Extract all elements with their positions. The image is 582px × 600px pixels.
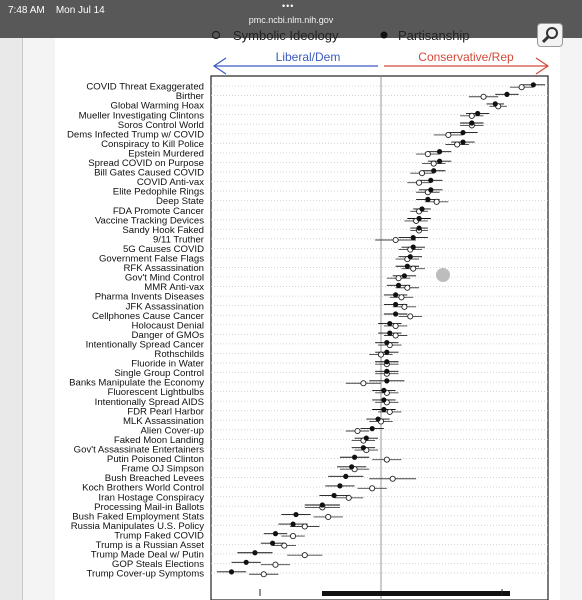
category-label: Fluorescent Lightbulbs (107, 387, 204, 399)
partisanship-point (352, 455, 357, 460)
symbolic-point (370, 486, 375, 491)
category-label: Trump Faked COVID (114, 530, 204, 542)
liberal-label: Liberal/Dem (275, 50, 341, 64)
category-label: Bush Breached Levees (104, 473, 204, 485)
category-label: Gov't Assassinate Entertainers (73, 444, 204, 456)
symbolic-point (326, 514, 331, 519)
partisanship-point (425, 197, 430, 202)
partisanship-point (531, 82, 536, 87)
category-label: FDR Pearl Harbor (127, 406, 204, 418)
category-label: Iran Hostage Conspiracy (98, 492, 204, 504)
legend-partisanship: Partisanship (398, 28, 470, 43)
category-label: Deep State (155, 196, 204, 208)
category-label: Danger of GMOs (131, 329, 204, 341)
symbolic-point (446, 132, 451, 137)
partisanship-point (437, 149, 442, 154)
category-label: JFK Assassination (125, 301, 204, 313)
partisanship-point (408, 254, 413, 259)
category-label: Faked Moon Landing (113, 434, 204, 446)
symbolic-point (361, 381, 366, 386)
symbolic-point (282, 543, 287, 548)
partisanship-point (402, 273, 407, 278)
symbolic-point (469, 113, 474, 118)
category-label: 9/11 Truther (152, 234, 204, 246)
partisanship-point (504, 92, 509, 97)
symbolic-point (405, 285, 410, 290)
partisanship-point (475, 111, 480, 116)
scroll-indicator[interactable] (322, 591, 510, 596)
partisanship-point (431, 168, 436, 173)
category-label: 5G Causes COVID (122, 243, 204, 255)
category-label: Elite Pedophile Rings (112, 186, 204, 198)
symbolic-point (261, 572, 266, 577)
category-label: Dems Infected Trump w/ COVID (66, 129, 204, 141)
partisanship-point (460, 130, 465, 135)
category-label: Processing Mail-in Ballots (94, 501, 204, 513)
category-label: GOP Steals Elections (111, 559, 204, 571)
partisanship-point (419, 206, 424, 211)
partisanship-point (411, 235, 416, 240)
partisanship-point (364, 436, 369, 441)
partisanship-point (349, 464, 354, 469)
symbolic-point (393, 237, 398, 242)
category-label: Vaccine Tracking Devices (94, 215, 204, 227)
partisanship-point (437, 159, 442, 164)
category-label: Russia Manipulates U.S. Policy (70, 520, 204, 532)
partisanship-point (361, 445, 366, 450)
symbolic-point (416, 180, 421, 185)
symbolic-point (396, 276, 401, 281)
symbolic-point (425, 151, 430, 156)
category-label: MMR Anti-vax (144, 282, 204, 294)
category-label: Trump Cover-up Symptoms (86, 568, 204, 580)
symbolic-point (387, 409, 392, 414)
partisanship-point (416, 216, 421, 221)
partisanship-point (428, 178, 433, 183)
symbolic-point (384, 457, 389, 462)
partisanship-point (396, 283, 401, 288)
partisanship-point (384, 340, 389, 345)
more-dots-icon[interactable]: ••• (282, 1, 295, 11)
partisanship-point (381, 407, 386, 412)
category-label: MLK Assassination (122, 415, 204, 427)
partisanship-point (387, 321, 392, 326)
symbolic-point (273, 562, 278, 567)
clock-date: Mon Jul 14 (55, 5, 105, 16)
partisanship-point (416, 225, 421, 230)
category-label: Bill Gates Caused COVID (94, 167, 204, 179)
symbolic-point (393, 333, 398, 338)
clock-time: 7:48 AM (8, 5, 45, 16)
partisanship-point (493, 101, 498, 106)
open-circle-icon (213, 32, 220, 39)
partisanship-point (293, 512, 298, 517)
category-label: COVID Threat Exaggerated (86, 81, 204, 93)
partisanship-point (387, 331, 392, 336)
category-label: Conspiracy to Kill Police (101, 138, 204, 150)
partisanship-point (384, 369, 389, 374)
partisanship-point (370, 426, 375, 431)
partisanship-point (393, 302, 398, 307)
partisanship-point (331, 493, 336, 498)
category-label: Frame OJ Simpson (121, 463, 204, 475)
partisanship-point (384, 378, 389, 383)
partisanship-point (428, 187, 433, 192)
partisanship-point (337, 483, 342, 488)
category-label: Putin Poisoned Clinton (106, 454, 204, 466)
conservative-label: Conservative/Rep (418, 50, 514, 64)
partisanship-point (273, 531, 278, 536)
partisanship-point (411, 245, 416, 250)
symbolic-point (481, 94, 486, 99)
symbolic-point (399, 295, 404, 300)
symbolic-point (455, 142, 460, 147)
category-label: Spread COVID on Purpose (88, 158, 204, 169)
symbolic-point (378, 352, 383, 357)
symbolic-point (302, 553, 307, 558)
category-label: Birther (175, 91, 204, 103)
partisanship-point (229, 569, 234, 574)
category-label: Cellphones Cause Cancer (92, 310, 204, 322)
category-label: Mueller Investigating Clintons (78, 110, 204, 122)
category-label: Fluoride in Water (131, 358, 204, 370)
partisanship-point (375, 416, 380, 421)
category-label: RFK Assassination (123, 263, 204, 275)
symbolic-point (431, 161, 436, 166)
symbolic-point (290, 533, 295, 538)
partisanship-point (343, 474, 348, 479)
partisanship-point (320, 502, 325, 507)
filled-circle-icon (381, 32, 388, 39)
symbolic-point (402, 304, 407, 309)
category-label: Gov't Mind Control (124, 272, 204, 284)
partisanship-point (381, 397, 386, 402)
category-label: Alien Cover-up (140, 425, 204, 437)
partisanship-point (469, 120, 474, 125)
partisanship-point (381, 388, 386, 393)
category-label: Sandy Hook Faked (122, 224, 204, 236)
partisanship-point (244, 560, 249, 565)
partisanship-point (405, 264, 410, 269)
symbolic-point (346, 495, 351, 500)
symbolic-point (355, 428, 360, 433)
symbolic-point (393, 323, 398, 328)
category-label: Rothschilds (154, 349, 204, 360)
category-label: Bush Faked Employment Stats (72, 511, 204, 523)
partisanship-point (270, 541, 275, 546)
symbolic-point (519, 85, 524, 90)
touch-indicator (436, 268, 450, 282)
plot-frame (211, 76, 548, 600)
symbolic-point (408, 314, 413, 319)
symbolic-point (302, 524, 307, 529)
partisanship-point (460, 140, 465, 145)
category-label: Holocaust Denial (131, 320, 204, 332)
category-label: Intentionally Spread Cancer (85, 339, 204, 351)
partisanship-point (384, 359, 389, 364)
url-bar[interactable]: pmc.ncbi.nlm.nih.gov (248, 15, 334, 25)
partisanship-point (384, 350, 389, 355)
category-label: Trump is a Russian Asset (95, 540, 204, 551)
category-label: Government False Flags (98, 253, 204, 265)
category-label: Intentionally Spread AIDS (94, 396, 204, 408)
category-label: COVID Anti-vax (136, 177, 204, 189)
category-label: Trump Made Deal w/ Putin (90, 549, 204, 561)
partisanship-point (393, 292, 398, 297)
category-label: Single Group Control (114, 368, 204, 380)
partisanship-point (393, 311, 398, 316)
category-label: Global Warming Hoax (110, 100, 204, 112)
category-label: Soros Control World (117, 119, 204, 131)
category-label: Epstein Murdered (128, 148, 204, 160)
partisanship-point (252, 550, 257, 555)
partisanship-point (290, 522, 295, 527)
category-label: FDA Promote Cancer (112, 205, 204, 217)
symbolic-point (390, 476, 395, 481)
symbolic-point (419, 171, 424, 176)
category-label: Pharma Invents Diseases (94, 291, 204, 303)
legend-symbolic: Symbolic Ideology (233, 28, 339, 43)
symbolic-point (411, 266, 416, 271)
category-label: Koch Brothers World Control (82, 482, 204, 494)
symbolic-point (434, 199, 439, 204)
category-label: Banks Manipulate the Economy (69, 377, 204, 389)
